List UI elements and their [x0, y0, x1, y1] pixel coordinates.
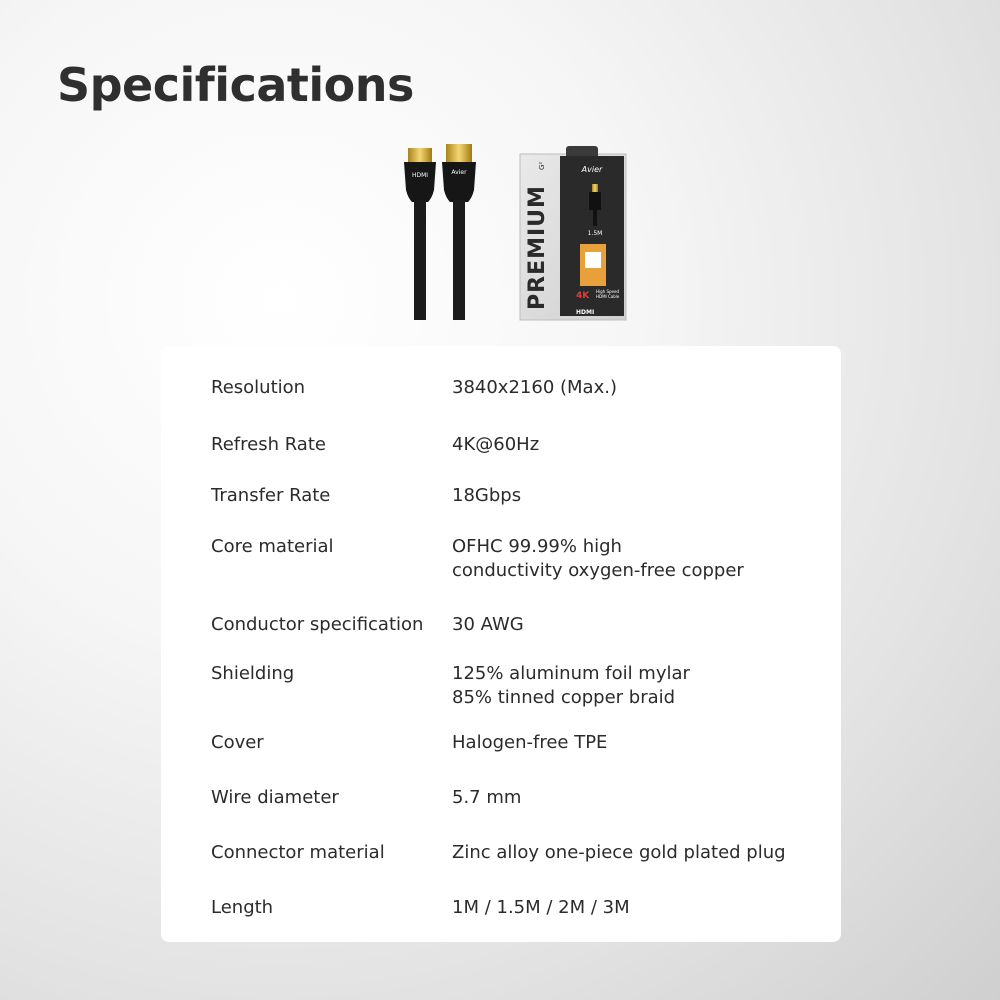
spec-value: 125% aluminum foil mylar 85% tinned copper braid	[452, 663, 690, 708]
spec-label: Refresh Rate	[211, 434, 326, 455]
package-length: 1.5M	[587, 230, 603, 237]
hdmi-cable-product-illustration	[380, 140, 640, 325]
package-subtitle-2: HDMI Cable	[596, 294, 620, 299]
spec-value: 1M / 1.5M / 2M / 3M	[452, 897, 630, 918]
spec-value: 18Gbps	[452, 485, 522, 506]
package-resolution: 4K	[576, 291, 590, 301]
spec-value: 3840x2160 (Max.)	[452, 377, 617, 398]
spec-value: Halogen-free TPE	[452, 732, 608, 753]
spec-value: Zinc alloy one-piece gold plated plug	[452, 842, 786, 863]
spec-value: 4K@60Hz	[452, 434, 540, 455]
spec-value: 30 AWG	[452, 614, 524, 635]
spec-label: Transfer Rate	[211, 485, 331, 506]
spec-label: Length	[211, 897, 274, 918]
spec-label: Core material	[211, 536, 334, 557]
hdmi-cable-right	[442, 144, 476, 320]
spec-label: Shielding	[211, 663, 295, 684]
hdmi-cable-left	[404, 148, 436, 320]
package-title: PREMIUM	[525, 185, 550, 310]
spec-label: Connector material	[211, 842, 385, 863]
spec-label: Wire diameter	[211, 787, 339, 808]
package-superscript: G²	[538, 161, 546, 170]
package-brand: Avier	[581, 165, 603, 174]
spec-label: Cover	[211, 732, 264, 753]
cable-plug-text: HDMI	[411, 172, 429, 179]
spec-value: 5.7 mm	[452, 787, 522, 808]
spec-label: Resolution	[211, 377, 306, 398]
package-footer: HDMI	[576, 309, 595, 316]
specifications-card	[161, 346, 841, 942]
spec-value: OFHC 99.99% high conductivity oxygen-free copper	[452, 536, 744, 581]
product-image	[380, 140, 640, 325]
spec-label: Conductor specification	[211, 614, 424, 635]
product-package	[520, 146, 626, 320]
package-subtitle-1: High Speed	[596, 289, 620, 294]
cable-brand-text: Avier	[451, 169, 467, 176]
page-title: Specifications	[57, 58, 414, 112]
